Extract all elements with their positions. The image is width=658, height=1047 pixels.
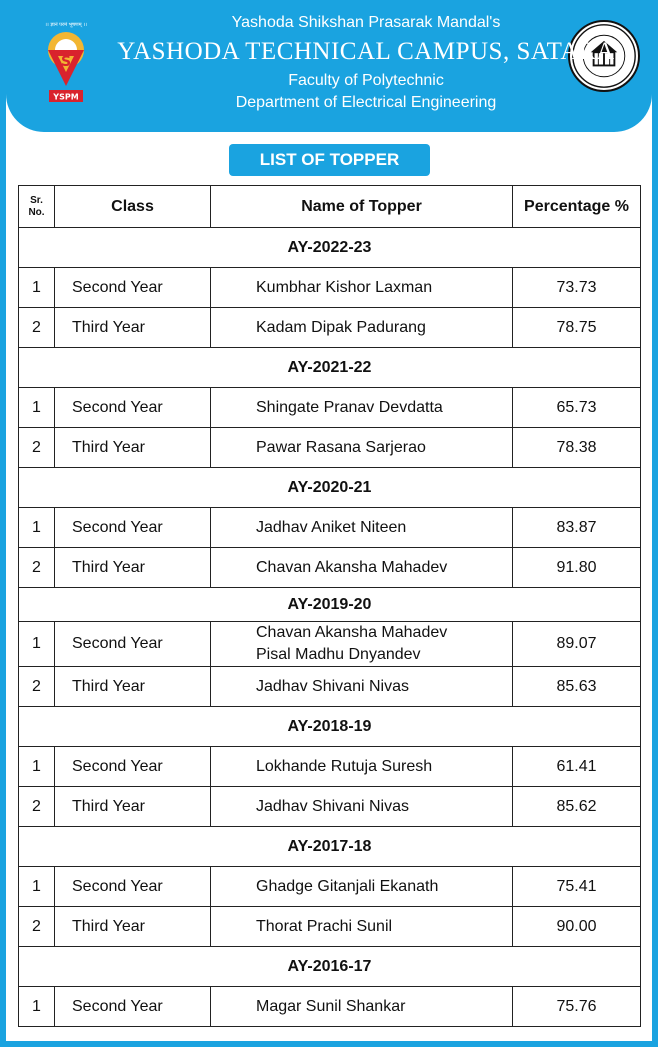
academic-year-row <box>19 827 641 867</box>
topper-name-cell <box>211 508 513 548</box>
sr-no-cell: 2 <box>19 308 55 348</box>
sr-no-cell: 2 <box>19 907 55 947</box>
topper-table <box>18 185 641 1027</box>
topper-name: Kumbhar Kishor Laxman <box>256 278 433 296</box>
topper-name-cell <box>211 747 513 787</box>
academic-year-label: AY-2020-21 <box>19 468 641 508</box>
percentage-cell: 75.41 <box>513 867 641 907</box>
svg-text:S: S <box>60 54 72 70</box>
class-cell: Second Year <box>55 867 211 907</box>
sr-no-cell: 2 <box>19 667 55 707</box>
topper-name-cell <box>211 268 513 308</box>
class-cell: Second Year <box>55 622 211 667</box>
topper-name: Shingate Pranav Devdatta <box>256 398 443 416</box>
percentage-cell: 75.76 <box>513 987 641 1027</box>
sr-no-cell: 1 <box>19 268 55 308</box>
topper-name: Jadhav Aniket Niteen <box>256 518 407 536</box>
topper-name: Lokhande Rutuja Suresh <box>256 757 433 775</box>
table-row <box>19 308 641 348</box>
table-row <box>19 747 641 787</box>
table-row <box>19 787 641 827</box>
topper-name: Chavan Akansha Mahadev <box>256 558 448 576</box>
table-row <box>19 867 641 907</box>
topper-name-cell <box>211 987 513 1027</box>
class-cell: Second Year <box>55 747 211 787</box>
academic-year-row <box>19 707 641 747</box>
name-header: Name of Topper <box>211 186 513 228</box>
topper-name: Jadhav Shivani Nivas <box>256 797 409 815</box>
percentage-cell: 85.62 <box>513 787 641 827</box>
header-department: Department of Electrical Engineering <box>235 94 497 111</box>
academic-year-label: AY-2018-19 <box>19 707 641 747</box>
topper-name-cell <box>211 667 513 707</box>
percentage-cell: 73.73 <box>513 268 641 308</box>
table-row <box>19 268 641 308</box>
sr-no-cell: 1 <box>19 867 55 907</box>
topper-name: Thorat Prachi Sunil <box>256 917 393 935</box>
class-cell: Second Year <box>55 268 211 308</box>
class-cell: Second Year <box>55 508 211 548</box>
percentage-cell: 91.80 <box>513 548 641 588</box>
topper-name-cell <box>211 308 513 348</box>
academic-year-row <box>19 947 641 987</box>
table-row <box>19 548 641 588</box>
class-cell: Second Year <box>55 987 211 1027</box>
percentage-cell: 90.00 <box>513 907 641 947</box>
academic-year-label: AY-2019-20 <box>19 588 641 622</box>
topper-name-cell <box>211 622 513 667</box>
academic-year-row <box>19 468 641 508</box>
percentage-cell: 78.38 <box>513 428 641 468</box>
sr-no-cell: 2 <box>19 787 55 827</box>
header-institute-name: YASHODA TECHNICAL CAMPUS, SATARA <box>117 38 615 65</box>
class-cell: Third Year <box>55 548 211 588</box>
class-cell: Third Year <box>55 667 211 707</box>
table-row <box>19 987 641 1027</box>
topper-name-cell <box>211 428 513 468</box>
academic-year-label: AY-2021-22 <box>19 348 641 388</box>
academic-year-row <box>19 588 641 622</box>
header-banner <box>6 0 652 132</box>
topper-name: Kadam Dipak Padurang <box>256 318 426 336</box>
topper-name-cell <box>211 907 513 947</box>
topper-name: Ghadge Gitanjali Ekanath <box>256 877 439 895</box>
academic-year-row <box>19 228 641 268</box>
sr-no-cell: 1 <box>19 508 55 548</box>
topper-name: Jadhav Shivani Nivas <box>256 677 409 695</box>
class-cell: Third Year <box>55 308 211 348</box>
topper-name: Pisal Madhu Dnyandev <box>256 646 421 663</box>
class-cell: Third Year <box>55 787 211 827</box>
topper-name-cell <box>211 548 513 588</box>
topper-name-cell <box>211 867 513 907</box>
class-header: Class <box>55 186 211 228</box>
sr-no-cell: 1 <box>19 747 55 787</box>
list-of-topper-banner: LIST OF TOPPER <box>229 144 430 176</box>
sr-no-cell: 2 <box>19 428 55 468</box>
percentage-cell: 89.07 <box>513 622 641 667</box>
topper-name: Chavan Akansha Mahadev <box>256 624 448 641</box>
table-row <box>19 622 641 667</box>
percentage-cell: 83.87 <box>513 508 641 548</box>
academic-year-label: AY-2022-23 <box>19 228 641 268</box>
percentage-header: Percentage % <box>513 186 641 228</box>
topper-name: Pawar Rasana Sarjerao <box>256 438 426 456</box>
percentage-cell: 61.41 <box>513 747 641 787</box>
table-header-row <box>19 186 641 228</box>
class-cell: Third Year <box>55 907 211 947</box>
header-faculty: Faculty of Polytechnic <box>288 72 444 89</box>
table-row <box>19 428 641 468</box>
svg-text:।। ज्ञानं परमं भूषणम् ।।: ।। ज्ञानं परमं भूषणम् ।। <box>44 22 88 28</box>
sr-no-cell: 1 <box>19 622 55 667</box>
academic-year-row <box>19 348 641 388</box>
table-row <box>19 508 641 548</box>
percentage-cell: 65.73 <box>513 388 641 428</box>
class-cell: Second Year <box>55 388 211 428</box>
academic-year-label: AY-2017-18 <box>19 827 641 867</box>
academic-year-label: AY-2016-17 <box>19 947 641 987</box>
class-cell: Third Year <box>55 428 211 468</box>
svg-text:YSPM: YSPM <box>53 92 79 102</box>
sr-no-cell: 1 <box>19 388 55 428</box>
topper-name: Magar Sunil Shankar <box>256 997 406 1015</box>
percentage-cell: 85.63 <box>513 667 641 707</box>
percentage-cell: 78.75 <box>513 308 641 348</box>
sr-no-cell: 2 <box>19 548 55 588</box>
header-parent-org: Yashoda Shikshan Prasarak Mandal's <box>231 14 501 31</box>
table-row <box>19 667 641 707</box>
topper-name-cell <box>211 388 513 428</box>
sr-no-header: Sr. No. <box>19 186 55 228</box>
topper-name-cell <box>211 787 513 827</box>
table-body <box>19 228 641 1027</box>
table-row <box>19 907 641 947</box>
sr-no-cell: 1 <box>19 987 55 1027</box>
table-row <box>19 388 641 428</box>
